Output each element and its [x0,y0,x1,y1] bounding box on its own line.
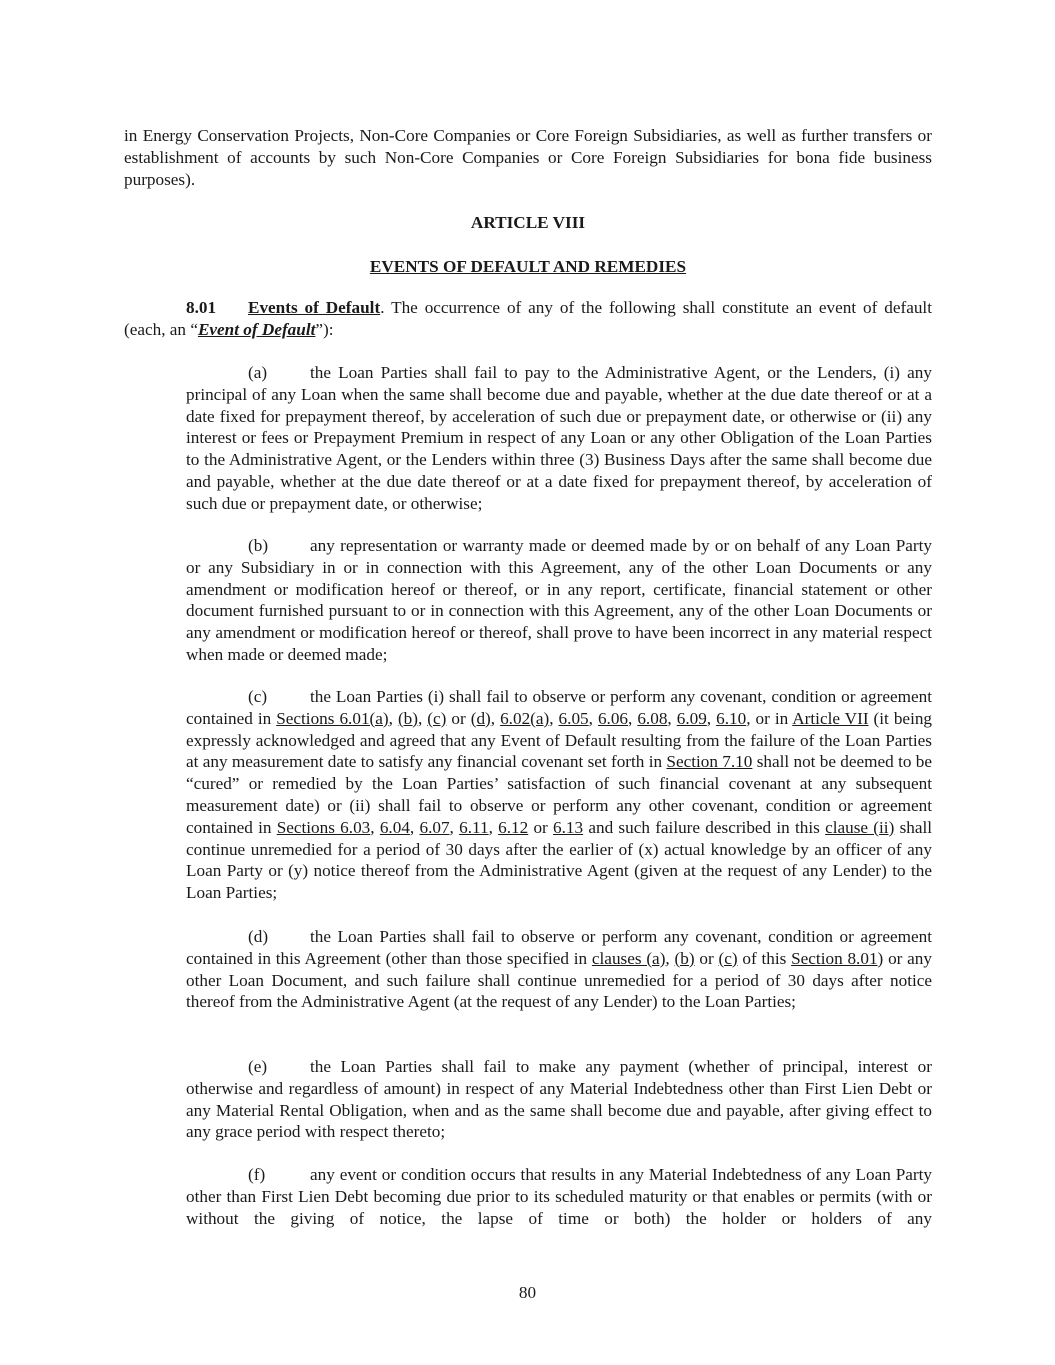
sep: , [490,708,501,728]
cross-reference-link[interactable]: Article VII [792,708,869,728]
cross-reference-link[interactable]: 6.12 [498,817,529,837]
cross-reference-link[interactable]: (b) [674,948,695,968]
sep: , [706,708,717,728]
clause-text: ) or any other Loan Document, and such failure shall continue unremedied for a period of 30 days after notice thereof from the Administrative Agent (at the request of any Lender) to the Loan Parties; [186,948,932,1012]
clause-label: (b) [248,536,269,555]
intro-paragraph: in Energy Conservation Projects, Non-Core Companies or Core Foreign Subsidiaries, as well as further transfers or establishment of accounts by such Non-Core Companies or Core Foreign Subsidiaries for bona fide business purposes). [124,126,932,189]
sep: , [449,817,460,837]
cross-reference-link[interactable]: 6.10 [716,708,747,728]
sep: , [588,708,598,728]
sep: , [388,708,398,728]
clause-b [186,535,932,666]
section-title: Events of Default [248,298,381,317]
cross-reference-link[interactable]: 6.05 [558,708,589,728]
sep: or [446,708,471,728]
section-text: . The occurrence of any of the following shall constitute an event of default (each, an “ [124,298,932,339]
cross-reference-link[interactable]: (c) [718,948,738,968]
cross-reference-link[interactable]: Section 7.10 [666,752,753,772]
page-number: 80 [518,1283,537,1302]
cross-reference-link[interactable]: 6.11 [459,817,489,837]
clause-text: shall continue unremedied for a period of 30 days after the earlier of (x) actual knowledge by an officer of any Loan Party or (y) notice thereof from the Administrative Agent (given at the request of any Lender) to the Loan Parties; [186,817,933,903]
sep: or [528,817,554,837]
clause-f [186,1164,932,1251]
clause-label: (a) [248,363,268,382]
clause-label: (f) [248,1165,266,1184]
cross-reference-link[interactable]: Sections 6.03 [276,817,371,837]
cross-reference-link[interactable]: 6.04 [379,817,410,837]
sep: , [417,708,428,728]
sep: , [665,948,675,968]
sep: of this [737,948,792,968]
clause-text: the Loan Parties shall fail to make any payment (whether of principal, interest or otherwise and regardless of amount) in respect of any Material Indebtedness other than First Lien Debt or any Material Rental Obligation, when and as the same shall become due and payable, after giving effect to any grace period with respect thereto; [186,1057,932,1142]
section-8-01 [124,297,932,341]
clause-text: any representation or warranty made or deemed made by or on behalf of any Loan Party or any Subsidiary in or in connection with this Agreement, any of the other Loan Documents or any amendment or modification hereof or thereof, or in any report, certificate, financial statement or other document furnished pursuant to or in connection with this Agreement, any of the other Loan Documents or any amendment or modification hereof or thereof, shall prove to have been incorrect in any material respect when made or deemed made; [186,536,932,664]
cross-reference-link[interactable]: clauses (a) [591,948,666,968]
clause-e [186,1056,932,1143]
sep: , [549,708,559,728]
sep: , or in [746,708,793,728]
cross-reference-link[interactable]: (c) [427,708,447,728]
cross-reference-link[interactable]: 6.08 [637,708,668,728]
clause-text: any event or condition occurs that results in any Material Indebtedness of any Loan Party other than First Lien Debt becoming due prior to its scheduled maturity or that enables or permits (with or without the giving of notice, the lapse of time or both) the holder or holders of any [186,1165,932,1228]
sep: , [370,817,380,837]
sep: or [694,948,719,968]
cross-reference-link[interactable]: 6.13 [553,817,584,837]
clause-text: the Loan Parties shall fail to pay to the Administrative Agent, or the Lenders, (i) any principal of any Loan when the same shall become due and payable, whether at the due date thereof or at a date fixed for prepayment thereof, by acceleration of such due or prepayment date, or otherwise or (ii) any interest or fees or Prepayment Premium in respect of any Loan or any other Obligation of the Loan Parties to the Administrative Agent, or the Lenders within three (3) Business Days after the same shall become due and payable, whether at the due date thereof or at a date fixed for prepayment thereof, by acceleration of such due or prepayment date, or otherwise; [186,363,932,513]
cross-reference-link[interactable]: 6.09 [676,708,707,728]
article-title [124,256,932,278]
section-text-end: ”): [315,319,334,339]
clause-d [186,926,932,1013]
clause-text: shall not be deemed to be “cured” or remedied by the Loan Parties’ satisfaction of such financial covenant at any subsequent measurement date) or (ii) shall fail to observe or perform any other covenant, condition or agreement contained in [186,752,932,837]
cross-reference-link[interactable]: clause (ii) [825,817,895,837]
cross-reference-link[interactable]: (b) [397,708,418,728]
sep: , [488,817,499,837]
clause-label: (d) [248,927,269,946]
clause-a [186,362,932,515]
clause-label: (e) [248,1057,268,1076]
cross-reference-link[interactable]: 6.07 [419,817,450,837]
sep: , [667,708,677,728]
cross-reference-link[interactable]: Section 8.01 [791,948,878,968]
clause-text: and such failure described in this [583,817,826,837]
sep: , [409,817,420,837]
article-number: ARTICLE VIII [470,213,586,232]
clause-text: (it being expressly acknowledged and agreed that any Event of Default resulting from the failure of the Loan Parties at any measurement date to satisfy any financial covenant set forth in [186,708,933,772]
section-number: 8.01 [186,298,217,317]
sep: , [628,708,638,728]
cross-reference-link[interactable]: 6.06 [597,708,629,728]
cross-reference-link[interactable]: Sections 6.01(a) [276,708,389,728]
cross-reference-link[interactable]: (d) [470,708,491,728]
clause-text: the Loan Parties shall fail to observe or perform any covenant, condition or agreement contained in this Agreement (other than those specified in [186,927,932,968]
cross-reference-link[interactable]: 6.02(a) [500,708,550,728]
defined-term: Event of Default [197,319,316,339]
clause-c [186,686,932,904]
clause-text: the Loan Parties (i) shall fail to observe or perform any covenant, condition or agreement contained in [186,687,932,728]
article-title-text: EVENTS OF DEFAULT AND REMEDIES [369,257,687,276]
clause-label: (c) [248,687,268,706]
